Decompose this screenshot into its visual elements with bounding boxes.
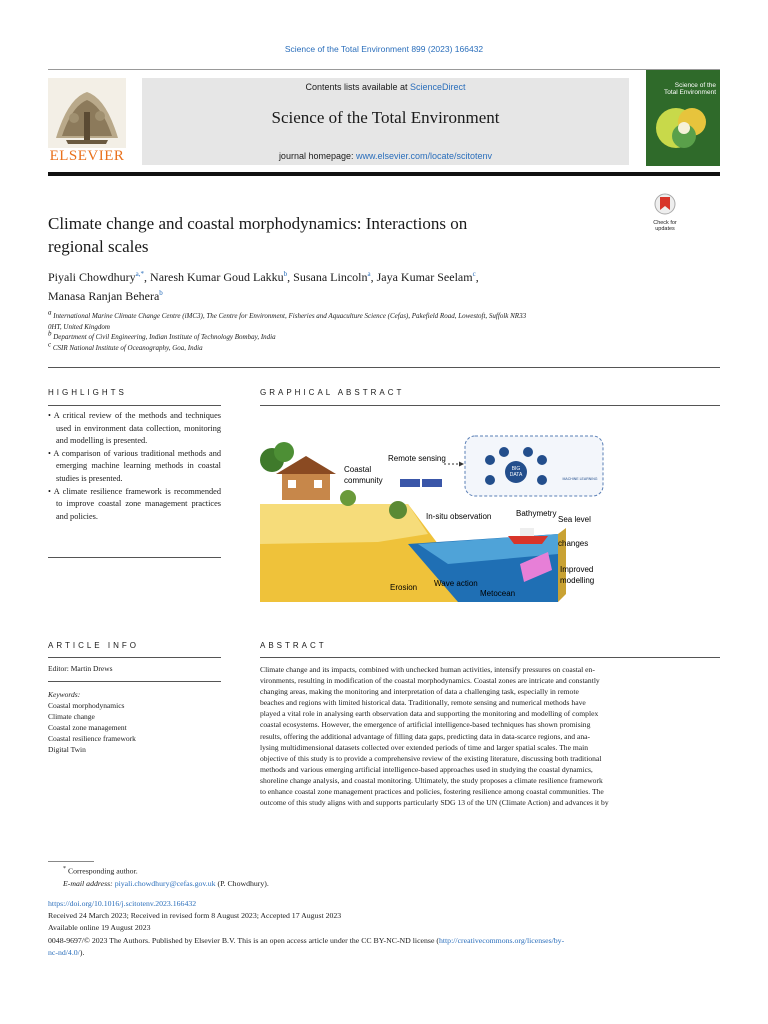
email-line [63,879,269,888]
highlight-item: • A comparison of various traditional methods and emerging machine learning methods in coastal studies is presented. [48,448,221,483]
doi-link[interactable]: https://doi.org/10.1016/j.scitotenv.2023.166432 [48,899,197,908]
bookmark-icon [645,193,685,215]
graphical-abstract-rule [260,405,720,406]
cover-title-line1: Science of the [674,82,716,89]
abstract-line: beaches and regions with limited historical data. Traditionally, remote sensing and numerical methods have [260,698,586,708]
article-info-rule [48,657,221,658]
corresponding-author-note [63,866,138,876]
contents-prefix: Contents lists available at [305,82,411,92]
author-affiliation-mark[interactable]: a [367,270,371,278]
improved-label: Improved [560,565,594,574]
metocean-label: Metocean [480,589,516,598]
license-statement [48,935,720,959]
homepage-prefix: journal homepage: [278,151,356,161]
highlight-item: • A climate resilience framework is recommended to improve coastal zone management practices and policies. [48,486,221,521]
contents-line [142,82,629,92]
homepage-link[interactable]: www.elsevier.com/locate/scitotenv [356,151,493,161]
affiliation-mark: b [48,329,52,338]
affiliation-mark: a [48,308,52,317]
machine-learning-label: MACHINE LEARNING [562,477,598,481]
journal-cover-image[interactable] [646,70,720,166]
abstract-line: objective of this study is to provide a comprehensive review of the existing literature, discussing both traditional [260,753,602,763]
author-name[interactable]: Manasa Ranjan Behera [48,289,160,303]
abstract-line: shoreline change analysis, and coastal monitoring. Ultimately, the study proposes a climate resilience framework [260,775,603,785]
corresponding-text: Corresponding author. [67,866,138,876]
erosion-label: Erosion [390,583,418,592]
check-for-updates-badge[interactable] [645,193,685,231]
license-prefix: 0048-9697/© 2023 The Authors. Published by Elsevier B.V. This is an open access article under the CC BY-NC-ND license ( [48,936,439,945]
author-affiliation-mark[interactable]: b [283,270,288,278]
sciencedirect-link[interactable]: ScienceDirect [410,82,466,92]
abstract-line: Climate change and its impacts, combined with unchecked human activities, intensify pressures on coastal en- [260,665,595,674]
keyword-item: Coastal morphodynamics [48,701,125,710]
author-affiliation-mark[interactable]: b [159,289,163,297]
license-link-continued[interactable]: nc-nd/4.0/ [48,948,80,957]
abstract-line: played a vital role in analysing earth observation data and supporting the monitoring and modelling of complex [260,709,599,719]
abstract-line: lysing multidimensional datasets collected over extended periods of time and larger spatial scales. The main [260,742,589,752]
affiliation-item [48,322,638,333]
affiliation-item [48,340,638,354]
abstract-line: outcome of this study aligns with and supports particularly SDG 13 of the UN (Climate Action) and advances it by [260,798,609,808]
footnote-rule [48,861,94,862]
header-divider [48,69,720,70]
abstract-line: methods and various emerging artificial intelligence-based approaches used in studying the coastal dynamics, [260,764,593,774]
abstract-heading: ABSTRACT [260,641,327,650]
affiliation-item [48,329,638,343]
received-dates: Received 24 March 2023; Received in revised form 8 August 2023; Accepted 17 August 2023 [48,911,342,920]
publisher-name: ELSEVIER [49,148,125,164]
asterisk-icon: * [63,866,66,872]
affiliation-item [48,308,638,322]
author-name[interactable]: Susana Lincoln [293,270,368,284]
author-affiliation-mark[interactable]: c [472,270,476,278]
abstract-line: changing areas, making the monitoring and interpretation of data a challenging task, especially in remote [260,687,579,697]
affiliation-text: International Marine Climate Change Centre (iMC3), The Centre for Environment, Fisheries and Aquaculture Science (Cefas), Pakefield Road, Lowestoft, Suffolk NR33 [53,312,527,320]
author-list: Piyali Chowdhury$^{a,*}$, Naresh Kumar Goud Lakku$^b$, Susana Lincoln$^a$, Jaya Kumar Seelam$^c$, Manasa Ranjan Behera$^b$ [48,270,479,303]
remote-sensing-label: Remote sensing [388,454,446,463]
keyword-item: Climate change [48,712,95,721]
bathymetry-label: Bathymetry [516,509,557,518]
abstract-rule [260,657,720,658]
email-label: E-mail address: [63,879,115,888]
keyword-item: Coastal resilience framework [48,734,136,743]
keywords-label: Keywords: [48,690,81,699]
section-divider [48,367,720,368]
highlights-list [48,410,221,523]
big-label: BIG [511,466,521,472]
license-link[interactable]: http://creativecommons.org/licenses/by- [438,936,565,945]
changes-label: changes [558,539,589,548]
author-name[interactable]: Naresh Kumar Goud Lakku [150,270,284,284]
elsevier-logo[interactable] [48,78,126,166]
article-title-line2: regional scales [48,237,149,256]
community-label: community [344,476,383,485]
data-label: DATA [509,472,523,478]
email-suffix: (P. Chowdhury). [215,879,269,888]
author-name[interactable]: Jaya Kumar Seelam [376,270,473,284]
affiliation-mark: c [48,340,52,349]
article-info-heading: ARTICLE INFO [48,641,139,650]
modelling-label: modelling [560,576,595,585]
affiliation-text: CSIR National Institute of Oceanography, Goa, India [52,343,203,352]
abstract-line: coastal ecosystems. However, the emergence of artificial intelligence-based techniques has shown promising [260,720,591,730]
abstract-body [260,664,720,808]
badge-line2: updates [655,226,675,232]
highlights-heading: HIGHLIGHTS [48,388,127,397]
available-online: Available online 19 August 2023 [48,923,151,932]
email-link[interactable]: piyali.chowdhury@cefas.gov.uk [114,879,216,888]
insitu-label: In-situ observation [426,512,492,521]
header-thick-rule [48,172,720,176]
author-name[interactable]: Piyali Chowdhury [48,270,136,284]
coastal-label: Coastal [344,465,372,474]
sea-level-label: Sea level [558,515,591,524]
author-affiliation-mark[interactable]: a,* [135,270,145,278]
affiliations [48,308,638,353]
editor-line: Editor: Martin Drews [48,664,113,673]
abstract-line: results, offering the additional advantage of filling data gaps, predicting data in data-scarce regions, and ana- [260,731,591,741]
journal-citation[interactable]: Science of the Total Environment 899 (2023) 166432 [284,44,484,54]
journal-title: Science of the Total Environment [271,108,500,127]
graphical-abstract-heading: GRAPHICAL ABSTRACT [260,388,405,397]
highlights-rule [48,405,221,406]
affiliation-text: 0HT, United Kingdom [48,322,110,331]
badge-line1: Check for [653,220,677,226]
wave-action-label: Wave action [434,579,478,588]
abstract-line: vironments, resulting in modification of the coastal morphodynamics. Coastal zones are intricate and constantly [260,676,600,686]
highlight-item: • A critical review of the methods and techniques used in environment data collection, monitoring and modelling is presented. [48,411,221,446]
article-title-line1: Climate change and coastal morphodynamics: Interactions on [48,214,468,233]
affiliation-text: Department of Civil Engineering, Indian Institute of Technology Bombay, India [53,333,276,341]
editor-rule [48,681,221,682]
abstract-line: to enhance coastal zone management practices and policies, fostering resilience among coastal communities. The [260,787,604,797]
keyword-item: Coastal zone management [48,723,127,732]
graphical-abstract-figure[interactable] [258,434,608,604]
homepage-line [142,151,629,161]
keyword-item: Digital Twin [48,745,86,754]
article-title [48,212,568,258]
highlights-bottom-rule [48,557,221,558]
license-suffix: ). [79,948,85,957]
cover-title-line2: Total Environment [663,89,716,96]
